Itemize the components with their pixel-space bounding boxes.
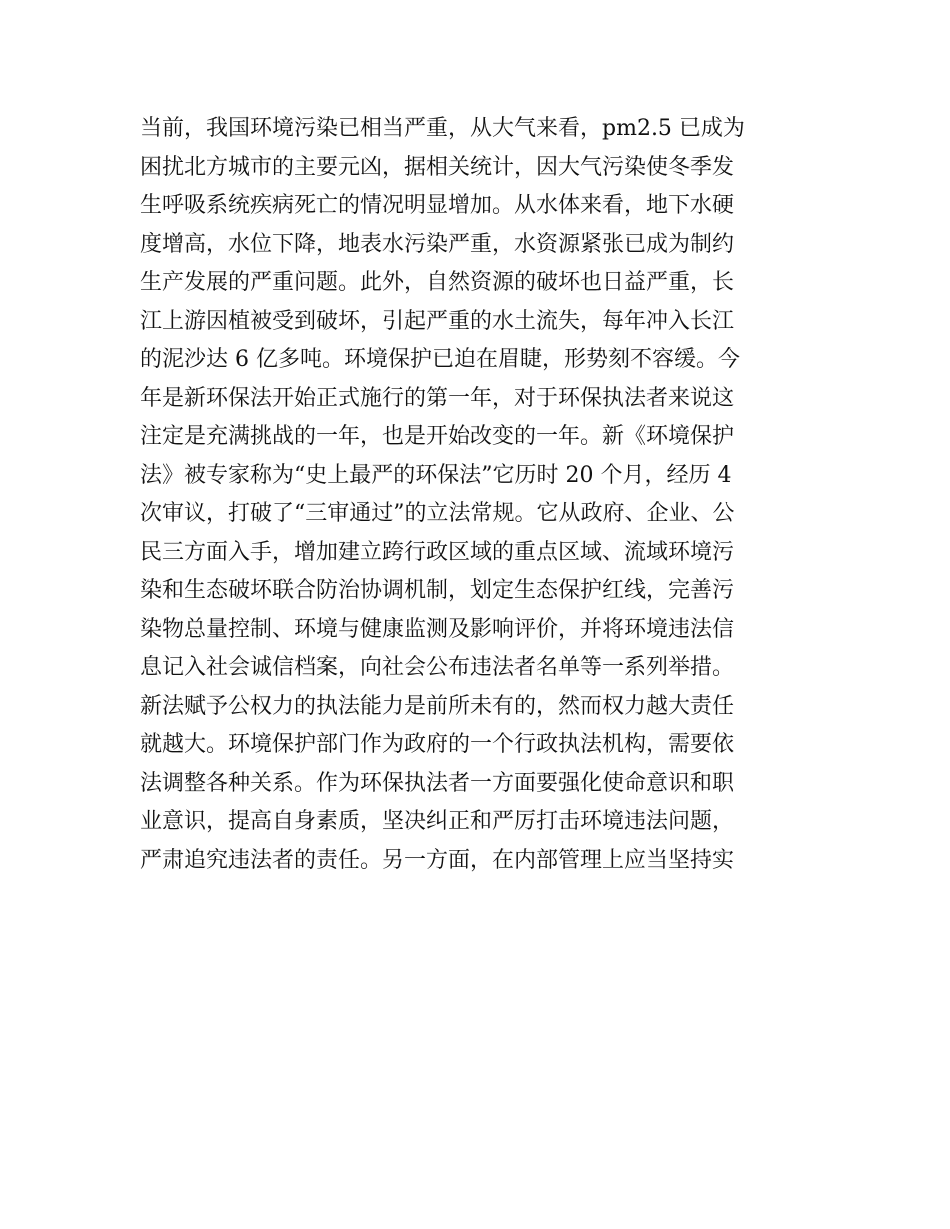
text-line-12: 民三方面入手，增加建立跨行政区域的重点区域、流域环境污 <box>140 539 735 565</box>
text-line-20: 严肃追究违法者的责任。另一方面，在内部管理上应当坚持实 <box>140 847 735 873</box>
text-line-4: 度增高，水位下降，地表水污染严重，水资源紧张已成为制约 <box>140 231 735 257</box>
text-line-14: 染物总量控制、环境与健康监测及影响评价，并将环境违法信 <box>140 616 735 642</box>
text-line-3: 生呼吸系统疾病死亡的情况明显增加。从水体来看，地下水硬 <box>140 193 735 218</box>
text-line-9: 注定是充满挑战的一年，也是开始改变的一年。新《环境保护 <box>140 424 735 449</box>
text-line-6: 江上游因植被受到破坏，引起严重的水土流失，每年冲入长江 <box>140 308 735 334</box>
text-line-2: 困扰北方城市的主要元凶，据相关统计，因大气污染使冬季发 <box>140 154 735 180</box>
text-line-1: 当前，我国环境污染已相当严重，从大气来看，pm2.5 已成为 <box>140 116 745 141</box>
text-line-19: 业意识，提高自身素质，坚决纠正和严厉打击环境违法问题， <box>140 809 735 834</box>
text-line-5: 生产发展的严重问题。此外，自然资源的破坏也日益严重，长 <box>140 270 735 295</box>
text-line-10: 法》被专家称为“史上最严的环保法”它历时 20 个月，经历 4 <box>140 462 732 488</box>
body-text <box>140 110 820 880</box>
text-line-17: 就越大。环境保护部门作为政府的一个行政执法机构，需要依 <box>140 732 735 757</box>
text-line-8: 年是新环保法开始正式施行的第一年，对于环保执法者来说这 <box>140 385 735 411</box>
text-line-13: 染和生态破坏联合防治协调机制，划定生态保护红线，完善污 <box>140 578 735 603</box>
text-line-7: 的泥沙达 6 亿多吨。环境保护已迫在眉睫，形势刻不容缓。今 <box>140 347 740 372</box>
text-line-11: 次审议，打破了“三审通过”的立法常规。它从政府、企业、公 <box>140 501 735 526</box>
text-line-18: 法调整各种关系。作为环保执法者一方面要强化使命意识和职 <box>140 770 735 796</box>
text-line-16: 新法赋予公权力的执法能力是前所未有的，然而权力越大责任 <box>140 693 735 719</box>
text-line-15: 息记入社会诚信档案，向社会公布违法者名单等一系列举措。 <box>140 655 735 680</box>
